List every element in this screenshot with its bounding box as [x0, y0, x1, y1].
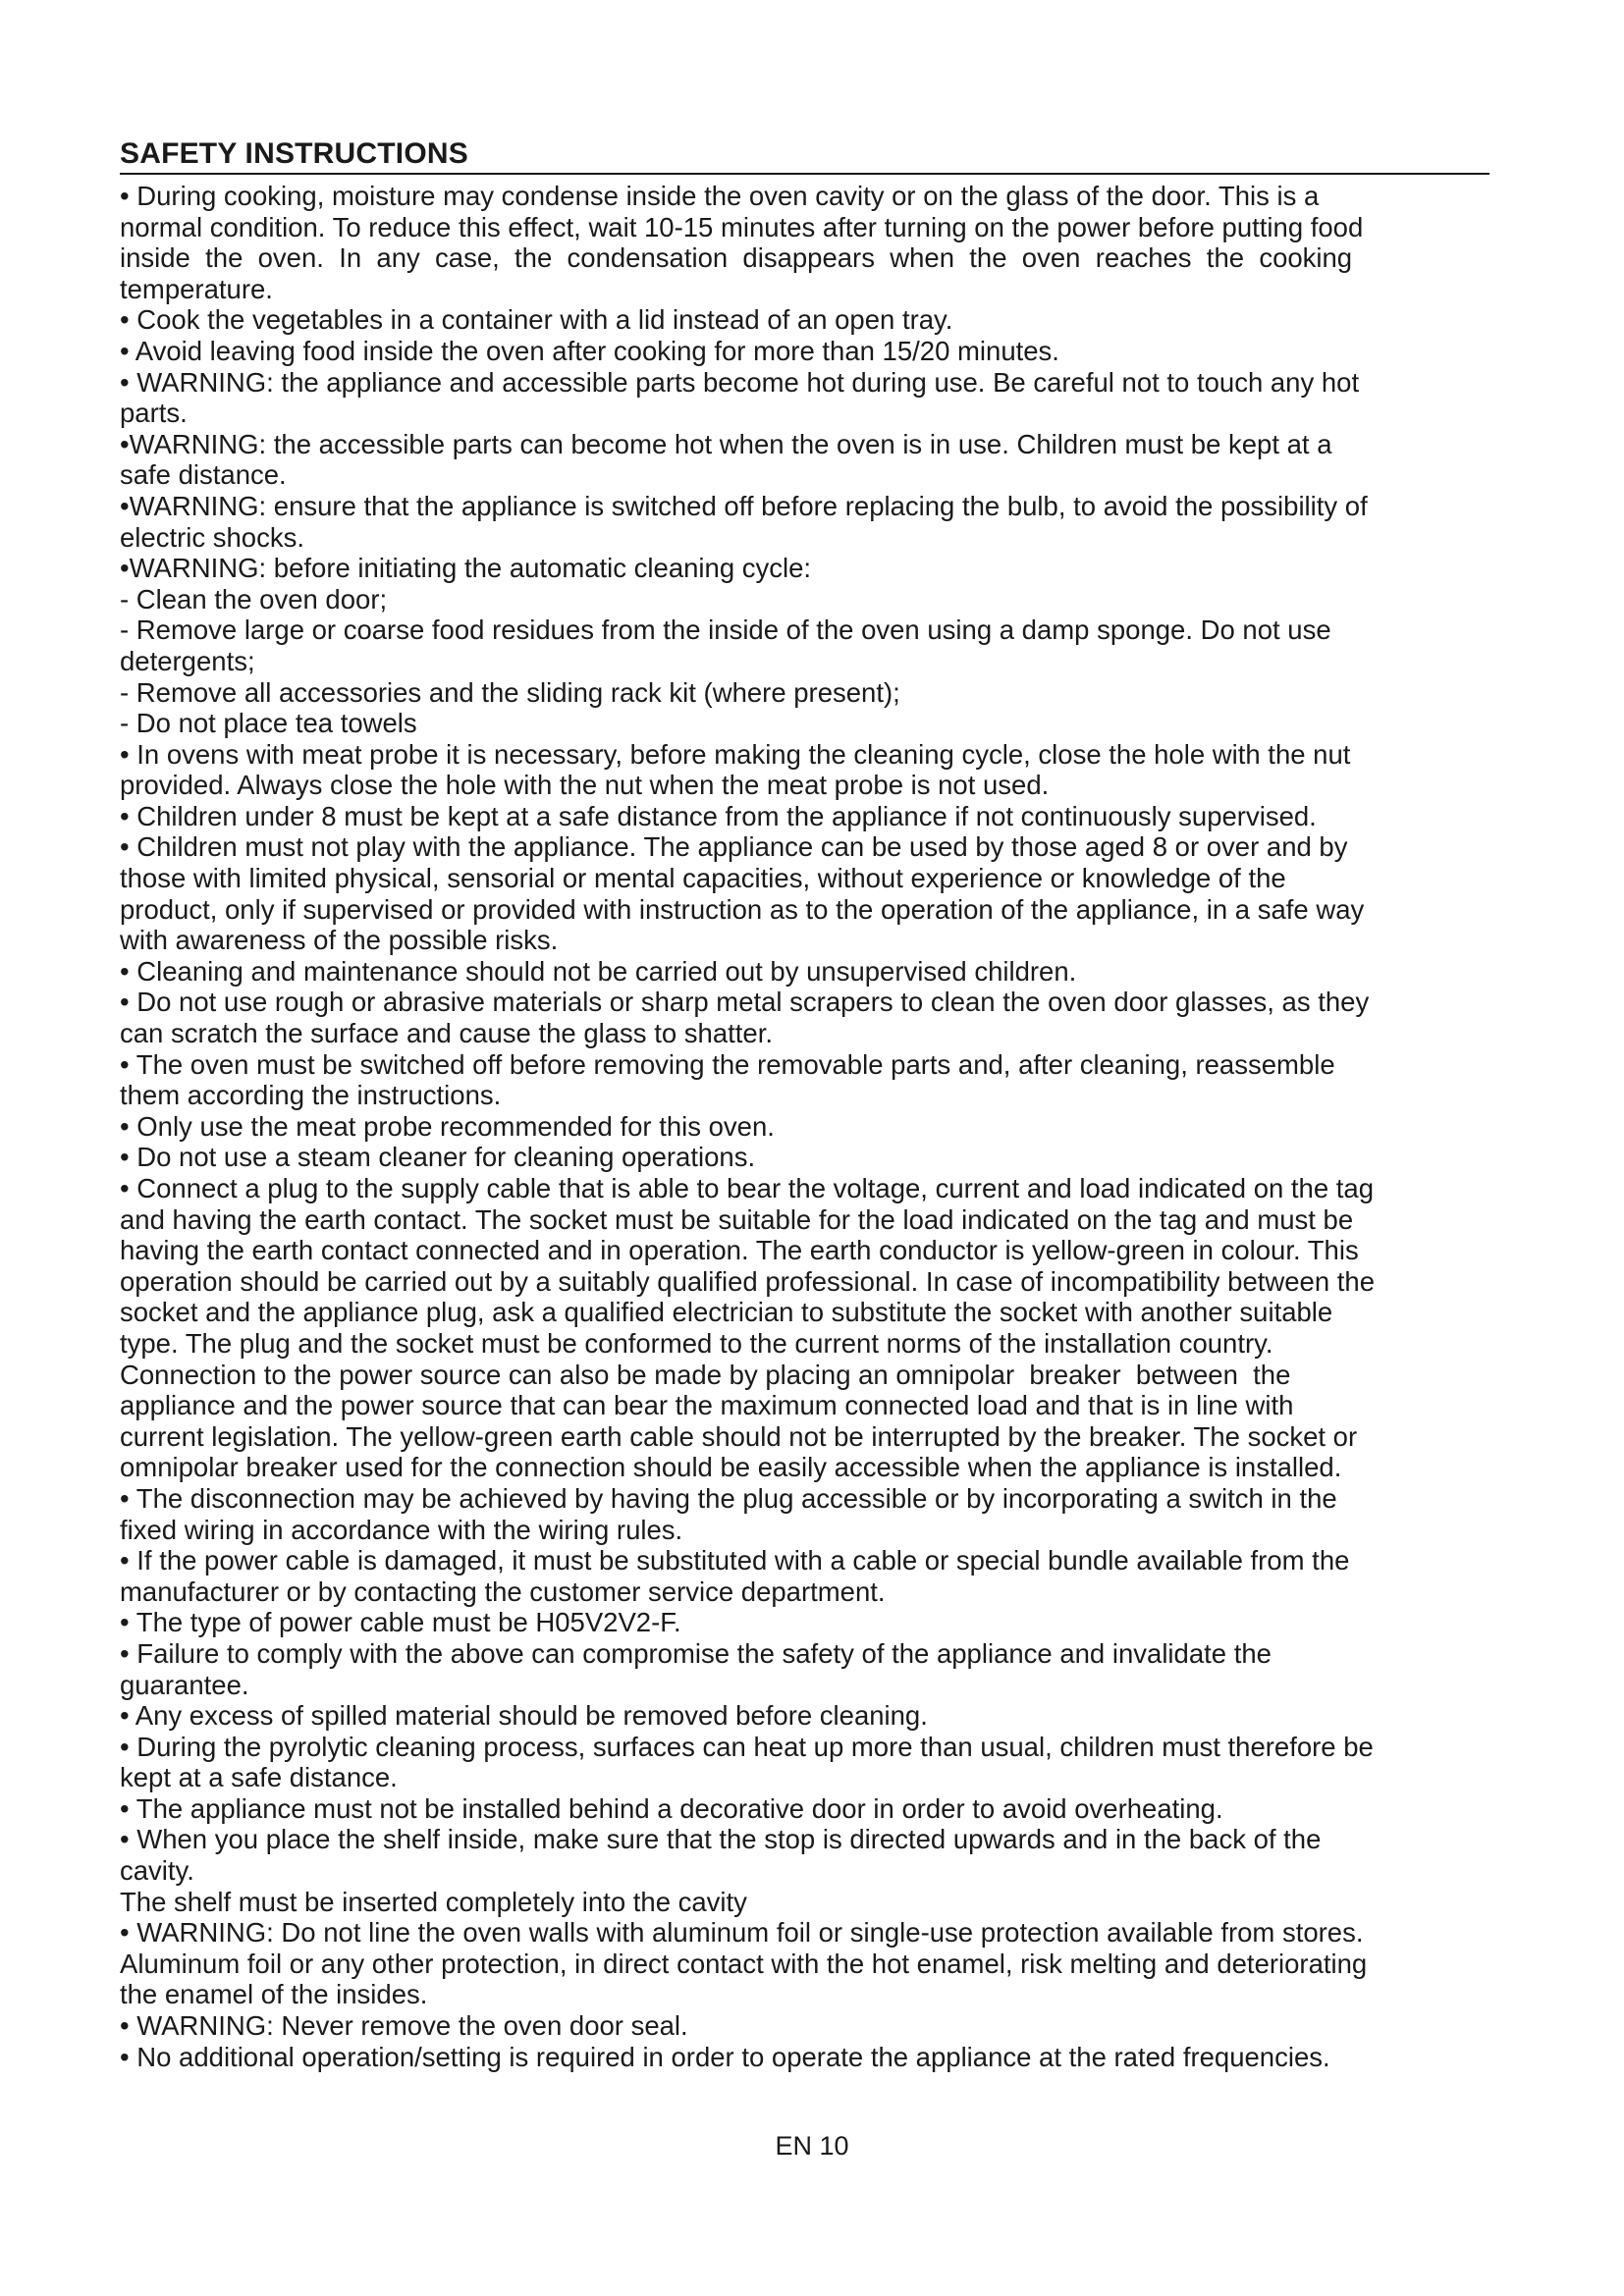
- text-line: • If the power cable is damaged, it must be substituted with a cable or special bundle available from the: [120, 1545, 1350, 1576]
- text-line: current legislation. The yellow-green earth cable should not be interrupted by the breaker. The socket or: [120, 1420, 1358, 1452]
- text-line: • Avoid leaving food inside the oven after cooking for more than 15/20 minutes.: [120, 335, 1059, 366]
- text-line: electric shocks.: [120, 521, 304, 553]
- text-line: • The appliance must not be installed behind a decorative door in order to avoid overheating.: [120, 1792, 1223, 1824]
- text-line: Aluminum foil or any other protection, in direct contact with the hot enamel, risk melting and deteriorating: [120, 1948, 1368, 1979]
- text-line: •WARNING: before initiating the automatic cleaning cycle:: [120, 553, 812, 584]
- text-line: safe distance.: [120, 459, 287, 491]
- text-line: them according the instructions.: [120, 1080, 502, 1111]
- text-line: type. The plug and the socket must be conformed to the current norms of the installation country.: [120, 1327, 1273, 1359]
- text-line: • Do not use a steam cleaner for cleaning operations.: [120, 1142, 756, 1173]
- page-number: EN 10: [775, 2131, 849, 2161]
- text-line: parts.: [120, 398, 188, 429]
- text-line: • Connect a plug to the supply cable that is able to bear the voltage, current and load indicated on the tag: [120, 1173, 1375, 1203]
- text-line: operation should be carried out by a suitably qualified professional. In case of incompatibility between the: [120, 1265, 1375, 1297]
- text-line: • Failure to comply with the above can compromise the safety of the appliance and invalidate the: [120, 1637, 1272, 1669]
- text-line: temperature.: [120, 273, 273, 304]
- text-line: - Do not place tea towels: [120, 708, 417, 739]
- text-line: • WARNING: Never remove the oven door seal.: [120, 2010, 688, 2042]
- text-line: - Remove large or coarse food residues from the inside of the oven using a damp sponge. Do not use: [120, 614, 1331, 646]
- text-line: • The disconnection may be achieved by having the plug accessible or by incorporating a switch in the: [120, 1482, 1337, 1514]
- text-line: having the earth contact connected and in operation. The earth conductor is yellow-green in colour. This: [120, 1235, 1359, 1266]
- text-line: guarantee.: [120, 1669, 249, 1700]
- text-line: • When you place the shelf inside, make sure that the stop is directed upwards and in the back of the: [120, 1824, 1322, 1855]
- text-line: with awareness of the possible risks.: [120, 925, 559, 956]
- text-line: • WARNING: Do not line the oven walls with aluminum foil or single-use protection available from stores.: [120, 1917, 1364, 1949]
- text-line: • The oven must be switched off before removing the removable parts and, after cleaning, reassemble: [120, 1048, 1335, 1080]
- text-line: •WARNING: ensure that the appliance is switched off before replacing the bulb, to avoid the possibility of: [120, 490, 1368, 521]
- text-line: those with limited physical, sensorial or mental capacities, without experience or knowledge of the: [120, 863, 1286, 894]
- text-line: The shelf must be inserted completely into the cavity: [120, 1886, 747, 1917]
- text-line: •WARNING: the accessible parts can become hot when the oven is in use. Children must be kept at a: [120, 428, 1332, 459]
- text-line: • Do not use rough or abrasive materials or sharp metal scrapers to clean the oven door glasses, as they: [120, 987, 1370, 1018]
- text-line: • In ovens with meat probe it is necessary, before making the cleaning cycle, close the hole with the nut: [120, 738, 1351, 770]
- text-line: omnipolar breaker used for the connection should be easily accessible when the appliance is installed.: [120, 1452, 1342, 1483]
- text-line: • Cook the vegetables in a container with a lid instead of an open tray.: [120, 304, 953, 336]
- page-content: [120, 137, 1534, 2072]
- text-line: fixed wiring in accordance with the wiring rules.: [120, 1514, 683, 1545]
- text-line: • The type of power cable must be H05V2V2-F.: [120, 1607, 681, 1638]
- text-line: • Children must not play with the appliance. The appliance can be used by those aged 8 or over and by: [120, 831, 1348, 863]
- text-line: socket and the appliance plug, ask a qualified electrician to substitute the socket with another suitable: [120, 1297, 1333, 1328]
- text-line: • Cleaning and maintenance should not be carried out by unsupervised children.: [120, 955, 1077, 987]
- text-line: - Remove all accessories and the sliding rack kit (where present);: [120, 676, 900, 708]
- text-line: manufacturer or by contacting the customer service department.: [120, 1575, 886, 1607]
- text-line: • Any excess of spilled material should be removed before cleaning.: [120, 1700, 928, 1732]
- section-title: SAFETY INSTRUCTIONS: [120, 137, 1489, 175]
- text-line: Connection to the power source can also be made by placing an omnipolar breaker between the: [120, 1359, 1291, 1390]
- text-line: cavity.: [120, 1855, 194, 1887]
- text-line: • Children under 8 must be kept at a safe distance from the appliance if not continuously supervised.: [120, 800, 1317, 831]
- text-line: • No additional operation/setting is required in order to operate the appliance at the rated frequencies.: [120, 2041, 1330, 2072]
- text-line: kept at a safe distance.: [120, 1762, 398, 1793]
- text-line: provided. Always close the hole with the nut when the meat probe is not used.: [120, 770, 1050, 801]
- text-line: and having the earth contact. The socket must be suitable for the load indicated on the tag and must be: [120, 1203, 1354, 1235]
- text-line: • During the pyrolytic cleaning process, surfaces can heat up more than usual, children must therefore be: [120, 1731, 1374, 1762]
- text-line: • During cooking, moisture may condense inside the oven cavity or on the glass of the door. This is a: [120, 181, 1320, 211]
- text-line: detergents;: [120, 645, 255, 676]
- text-line: can scratch the surface and cause the glass to shatter.: [120, 1018, 773, 1049]
- text-line: • Only use the meat probe recommended for this oven.: [120, 1110, 775, 1142]
- instructions-body: [120, 181, 1534, 2072]
- text-line: product, only if supervised or provided with instruction as to the operation of the appliance, in a safe way: [120, 893, 1365, 925]
- text-line: - Clean the oven door;: [120, 583, 388, 614]
- text-line: normal condition. To reduce this effect, wait 10-15 minutes after turning on the power before putting food: [120, 211, 1364, 242]
- text-line: the enamel of the insides.: [120, 1979, 428, 2010]
- text-line: • WARNING: the appliance and accessible parts become hot during use. Be careful not to touch any hot: [120, 366, 1360, 398]
- text-line: appliance and the power source that can bear the maximum connected load and that is in line with: [120, 1390, 1294, 1421]
- text-line: inside the oven. In any case, the condensation disappears when the oven reaches the cooking: [120, 242, 1353, 274]
